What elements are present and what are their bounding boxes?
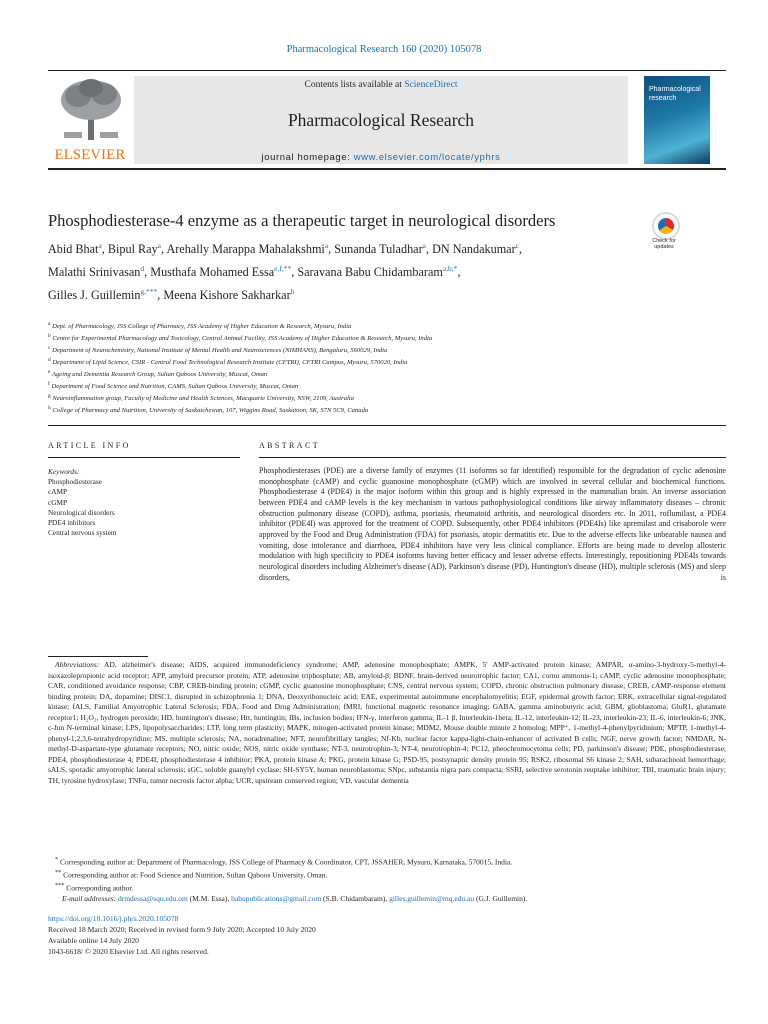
author-affiliation-mark[interactable]: a [157,241,162,250]
author-separator: , [161,242,167,257]
affiliation-rule [48,425,726,426]
keyword-item: cAMP [48,487,68,497]
elsevier-logo[interactable] [48,76,130,164]
masthead-top-rule [48,70,726,71]
journal-cover-image[interactable] [644,76,710,164]
affiliation-item: $^e$ Ageing and Dementia Research Group, Sultan Qaboos University, Muscat, Oman [48,368,268,379]
affiliation-item: $^f$ Department of Food Science and Nutrition, CAMS, Sultan Qaboos University, Muscat, Oman [48,380,299,391]
author-name[interactable]: Musthafa Mohamed Essa [150,265,275,280]
keyword-item: cGMP [48,497,68,507]
author-name[interactable]: Bipul Ray [107,242,158,257]
online-date: Available online 14 July 2020 [48,936,139,945]
article-info-rule [48,457,240,458]
author-affiliation-mark[interactable]: a [324,241,329,250]
author-name[interactable]: Arehally Marappa Mahalakshmi [166,242,325,257]
author-name[interactable]: Malathi Srinivasan [48,265,141,280]
keyword-item: PDE4 inhibitors [48,518,96,528]
author-separator: , [157,288,164,303]
masthead-bottom-rule [48,168,726,170]
homepage-line [134,152,628,163]
correspondence-notes [48,855,726,905]
author-separator: , [144,265,151,280]
check-updates-label: Check for updates [652,238,676,250]
abstract-rule [259,457,726,458]
author-affiliation-mark[interactable]: d [140,264,145,274]
keyword-item: Central nervous system [48,528,117,538]
affiliation-item: $^a$ Dept. of Pharmacology, JSS College of Pharmacy, JSS Academy of Higher Education & Research, Mysuru, India [48,321,352,331]
keyword-item: Phosphodiesterase [48,477,102,487]
doi-link[interactable]: https://doi.org/10.1016/j.phrs.2020.105078 [48,914,179,923]
author-separator: , [519,242,523,257]
author-affiliation-mark[interactable]: a [98,241,102,250]
publication-info [48,913,726,957]
affiliation-item: $^c$ Department of Neurochemistry, National Institute of Mental Health and Neurosciences (NIMHANS), Bengaluru, 560029, India [48,344,388,355]
email-link[interactable]: drmdessa@squ.edu.om [117,894,188,903]
elsevier-tree-icon [56,76,126,142]
sciencedirect-link[interactable]: ScienceDirect [404,80,458,90]
affiliation-item: $^b$ Centre for Experimental Pharmacology and Toxicology, Central Animal Facility, JSS Academy of Higher Education & Research, Mysuru, India [48,332,433,343]
abstract-heading: ABSTRACT [259,441,320,450]
journal-info-box [134,76,628,164]
affiliation-list [48,320,728,416]
author-affiliation-mark[interactable]: a,b,* [442,264,458,274]
author-separator: , [328,242,335,257]
journal-title: Pharmacological Research [287,110,475,130]
article-title: Phosphodiesterase-4 enzyme as a therapeutic target in neurological disorders [48,211,556,230]
contents-prefix: Contents lists available at [304,80,405,90]
publisher-name: ELSEVIER [54,147,126,163]
abbreviations-footnote [48,660,726,786]
correspondence-note: *** Corresponding author. [55,882,134,893]
homepage-link[interactable]: www.elsevier.com/locate/yphrs [353,152,501,163]
article-info-heading: ARTICLE INFO [48,441,131,450]
cover-title-line2: research [649,95,677,102]
affiliation-item: $^g$ Neuroinflammation group, Faculty of Medicine and Health Sciences, Macquarie University, NSW, 2109, Australia [48,392,354,403]
journal-citation-link[interactable]: Pharmacological Research 160 (2020) 105078 [286,44,482,55]
email-addresses: E-mail addresses: drmdessa@squ.edu.om (M.M. Essa), babupublications@gmail.com (S.B. Chidambaram), gilles.guillemin@mq.edu.au (G.J. Guillemin). [62,894,528,903]
received-dates: Received 18 March 2020; Received in revised form 9 July 2020; Accepted 10 July 2020 [48,925,316,934]
keyword-item: Neurological disorders [48,507,115,517]
abbreviations-label: Abbreviations: [55,660,100,669]
correspondence-note: * Corresponding author at: Department of Pharmacology, JSS College of Pharmacy & Coordinator, CPT, JSSAHER, Mysuru, Karnataka, 570015, India. [55,856,513,867]
correspondence-note: ** Corresponding author at: Food Science and Nutrition, Sultan Qaboos University, Oman. [55,869,328,880]
author-name[interactable]: Saravana Babu Chidambaram [297,265,443,280]
author-affiliation-mark[interactable]: c [515,241,519,250]
abbreviations-text: AD, alzheimer's disease; AIDS, acquired immunodeficiency syndrome; AMP, adenosine monophosphate; AMPK, 5′ AMP-activated protein kinase; AMPAR, α-amino-3-hydroxy-5-methyl-4-isoxazolepropionic acid receptor; APP, amyloid precursor protein; ATP, adenosine triphosphate; AB, amyloid-β; BDNF, brain-derived neurotrophic factor; CA1, cornu ammonis-1; cAMP, cyclic adenosine monophosphate; CAR, conditioned avoidance response; CBP, CREB-binding protein; cGMP, cyclic guanosine monophosphate; CNS, central nervous system; COPD, chronic obstruction pulmonary disease; CREB, cAMP-response element binding protein; DA, dopamine; DISC1, disrupted in schizophrenia 1; DNA, Deoxyribonucleic acid; EAE, experimental autoimmune encephalomyelitis; EGF, epidermal growth factor; ERK, extracellular signal-regulated kinase; fALS, Familial Amyotrophic Lateral Sclerosis; FDA, Food and Drug Administration; fMRI, functional magnetic resonance imaging; GABA, gamma aminobutyric acid; GBM, glioblastoma; GluR1, glutamate receptor1; H₂O₂, hydrogen peroxide; HD, huntington's disease; Htt, huntingtin; IBs, inclusion bodies; IFN-γ, interferon gamma; IL-1 β, Interleukin-1beta; IL-12, interleukin-12; IL-23, interleukin-23; IL-6, interleukin-6; JNK, c-Jun N-terminal kinase; LPS, lipopolysaccharides; LTP, long term plasticity; MAPK, mitogen-activated protein kinase; MDM2, Mouse double minute 2 homolog; MPP⁺, 1-methyl-4-phenylpyridinium; MPTP, 1-methyl-4-phenyl-1,2,3,6-tetrahydropyridine; MS, multiple sclerosis; NA, noradrenaline; NFT, neurofibrillary tangles; Nf-Kb, nuclear factor kappa-light-chain-enhancer of activated B cells; NGF, nerve growth factor; NMDAR, N-methyl-D-aspartate-type glutamate receptors; NO, nitric oxide; NOS, nitric oxide synthase; NT-3, neurotrophin-3; NT-4, neurotrophin-4; PC12, pheochromocytoma cells; PD, parkinson's disease; PDE, phosphodiesterase; PDE4, phosphodiesterase 4; PDE4I, phosphodiesterase 4 inhibitor; PKA, protein kinase A; PKG, protein kinase G; PSD-95, postsynaptic density protein 95; RSK2, ribosomal S6 kinase 2; SAH, subarachnoid hemorrhage; sALS, sporadic amyotrophic lateral sclerosis; sGC, soluble guanylyl cyclase; SH-SY5Y, human neuroblastoma; SNpc, substantia nigra pars compacta; SSRI, selective serotonin reuptake inhibitor; TBI, traumatic brain injury; TH, tyrosine hydroxylase; TNFα, tumor necrosis factor alpha; UCR, upstream conserved region; VD, vascular dementia [48,660,726,785]
author-affiliation-mark[interactable]: g,*** [140,287,158,297]
author-name[interactable]: Abid Bhat [48,242,99,257]
affiliation-item: $^d$ Department of Lipid Science, CSIR - Central Food Technological Research Institute (CFTRI), CFTRI Campus, Mysuru, 570020, India [48,356,408,367]
author-list [48,236,728,305]
keywords-label: Keywords: [48,467,80,476]
footnote-rule [48,656,148,657]
email-label: E-mail addresses: [62,894,117,903]
author-separator: , [101,242,108,257]
email-link[interactable]: gilles.guillemin@mq.edu.au [389,894,475,903]
abstract-text: Phosphodiesterases (PDE) are a diverse family of enzymes (11 isoforms so far identified) responsible for the degradation of cyclic adenosine monophosphate (cAMP) and cyclic guanosine monophosphate (cGMP) which are involved in several cellular and biochemical functions. Phosphodiesterase 4 (PDE4) is the major isoform within this group and is highly expressed in the mammalian brain. An inverse association between PDE4 and cAMP levels is the key mechanism in various pathophysiological conditions like airway inflammatory diseases – chronic obstruction pulmonary disease (COPD), asthma, psoriasis, rheumatoid arthritis, and neurological disorders etc. In 2011, roflumilast, a PDE4 inhibitor (PDE4I) was approved for the treatment of COPD. Subsequently, other PDE4 inhibitors (PDE4Is) like apremilast and crisaborole were approved by the Food and Drug Administration (FDA) for psoriasis, atopic dermatitis etc. Due to the adverse effects like unbearable nausea and vomiting, dose intolerance and diarrhoea, PDE4 inhibitors have very less clinical compliance. Efforts are being made to develop allosteric modulation with high specificity to PDE4 isoforms having better efficacy and lesser adverse effects. Interestingly, repositioning PDE4Is towards neurological disorders including Alzheimer's disease (AD), Parkinson's disease (PD), Huntington's disease (HD), multiple sclerosis (MS) and sleep disorders, is [259,466,726,582]
journal-masthead [48,70,726,166]
affiliation-item: $^h$ College of Pharmacy and Nutrition, University of Saskatchewan, 107, Wiggins Road, Saskatoon, SK, S7N 5C9, Canada [48,404,369,415]
cover-title-line1: Pharmacological [649,86,701,93]
copyright-line: 1043-6618/ © 2020 Elsevier Ltd. All rights reserved. [48,947,209,956]
keywords-block [48,467,240,538]
homepage-prefix: journal homepage: [261,152,354,163]
author-name[interactable]: Sunanda Tuladhar [334,242,423,257]
author-name[interactable]: Meena Kishore Sakharkar [163,288,291,303]
author-affiliation-mark[interactable]: a [422,241,426,250]
author-separator: , [425,242,433,257]
email-link[interactable]: babupublications@gmail.com [231,894,322,903]
author-separator: , [457,265,461,280]
author-affiliation-mark[interactable]: e,f,** [274,264,292,274]
author-affiliation-mark[interactable]: h [290,287,295,297]
author-name[interactable]: Gilles J. Guillemin [48,288,141,303]
contents-line [134,80,628,90]
author-name[interactable]: DN Nandakumar [432,242,516,257]
author-separator: , [291,265,298,280]
